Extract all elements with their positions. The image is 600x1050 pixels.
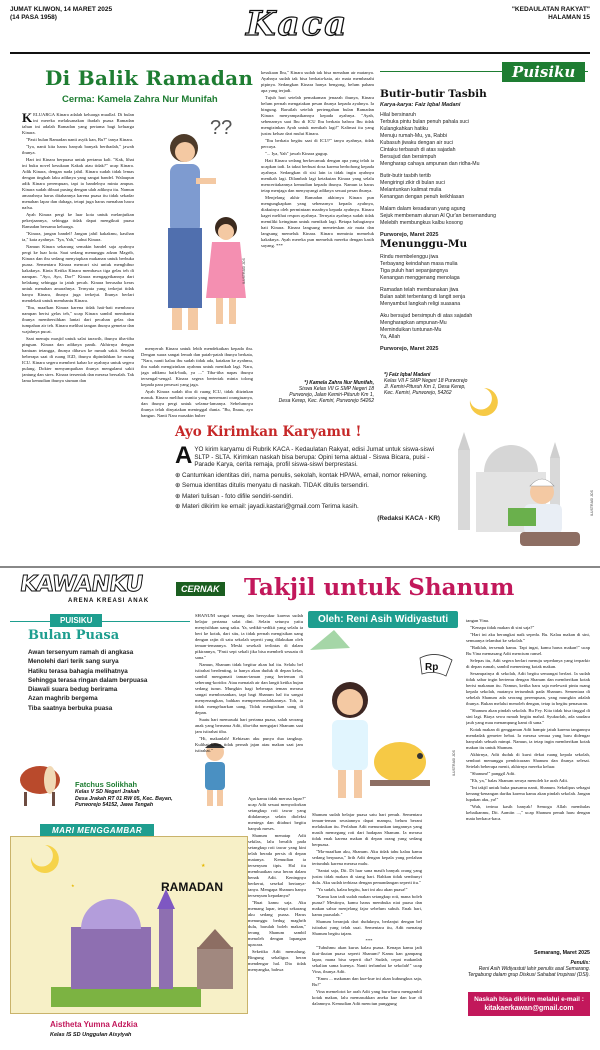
takjil-paragraph: "Kenapa tidak makan di sini saja?" — [470, 625, 535, 630]
signature-line: Siswa Kelas VII G SMP Negeri 18 — [298, 386, 374, 392]
takjil-paragraph: "Kamu kan tadi sudah makan setangkup roti, mana boleh puasa? Mestinya, kamu harus membuka niat puasa dan makan sahur menjelang fajar sebelum subuh. Enak hari, kamu puasalah." — [312, 894, 422, 917]
poem-line: Cintaku terbasuh di atas sajadah — [380, 147, 456, 153]
bullet-icon: ⊕ — [175, 482, 183, 489]
poem-line: Ya, Allah — [380, 334, 401, 340]
poem-line: Bersujud dan bersimpuh — [380, 154, 437, 160]
ramadan-paragraph: Saat menuju masjid untuk salat tarawih, ibunya tiba-tiba pingsan. Kinara dan adiknya panik. Akhirnya dengan bantuan tetangga, ibunya dibawa ke rumah sakit. Setelah beberapa saat di ruang IGD, ibunya dipindahkan ke ruang ICU. Kinara segera memberi kabar ke ayahnya untuk segera pulang. Dokter menyampaikan ibunya mengalami sakit jantung dan stres. Kinara tersentak dan merasa bersalah. Tak lama kemudian ibunya siuman dan — [22, 336, 134, 383]
kaca-logo: Kaca — [246, 4, 349, 44]
poem-line: Melebih membungkus kalbu kosong — [380, 220, 463, 226]
poem-line: Tiga puluh hari sepanjangnya — [380, 268, 448, 274]
takjil-paragraph: Shanum menatap Adit sekilas, lalu beralih pada setangkup roti tawar yang kini telah berada persis di depan matanya. Kemudian ia tersenyum tipis. Hal itu membuatkan rasa heran dalam benak Adit. Keningnya berkerut, sesekal bertanya-tanya. Mengapa Shanum hanya tersenyum kepadanya? — [248, 833, 306, 898]
mosque-boy-drawing — [450, 380, 598, 556]
bulan-puasa-author — [75, 780, 195, 809]
takjil-paragraph: *** — [365, 938, 373, 943]
ramadan-paragraph: Ayah Kinara sudah tiba di ruang ICU, tidak diizinkan masuk. Kinara melihat wanita yang menemani orangtuanya, dan ibunya pergi untuk selama-lamanya. Sebelumnya ibunya telah dinyatakan meninggal dunia. "Bu, Ibuuu, ayo bangun. Nanti Nara masakin buber — [141, 389, 253, 418]
signature-line: Desa Kerep, Kec. Kemiri, Purworejo 54262 — [278, 398, 374, 404]
poem-title: Menunggu-Mu — [380, 238, 468, 250]
email-box-label: Naskah bisa dikirim melalui e-mail : — [474, 996, 584, 1003]
takjil-paragraph: SHANUM sangat senang dan bersyukur karena sudah belajar pertama salat dini. Selain setunya yaitu menyisihkan uang saku. Ya, sedikit-sedikit yang selalu ia beri ke kotak, dari situ, ia tidak pernah mengisikan uang dengan rajin di satu sekolah seperti yang dilakukan oleh teman-temannya. Meski sesekali terlintas di dalam pikirannya, "Pasti sepi sekali jika bisa membeli sesuatu di sana." — [195, 613, 303, 660]
poem-stanza — [380, 313, 590, 341]
mari-menggambar-drawing — [10, 836, 248, 1014]
ramadan-paragraph: "Kinara, jangan bandel! Jangan jahil kakakmu, kasihan ia," kata ayahnya. "Iya, Yah," sahut Kinara. — [22, 231, 134, 242]
section-divider — [0, 566, 600, 568]
takjil-paragraph: Vina memelotot ke arah Adit yang buru-buru mengambil kotak makan, lalu memasukkan aneka kue dan kue di dalamnya. Kemudian Adit menciun punggung — [312, 989, 422, 1006]
bedug-drawing — [10, 760, 70, 808]
drawing-author-name: Aistheta Yumna Adzkia — [50, 1020, 138, 1029]
puisiku-tab: Puisiku — [502, 62, 585, 82]
bulan-puasa-author-info: Kelas V SD Negeri Jrakah Desa Jrakah RT 01 RW 05, Kec. Bayan, Purworejo 54152, Jawa Tengah — [75, 789, 173, 808]
poem-line: Tiba saatnya berbuka puasa — [28, 704, 113, 712]
poem-line: Terbuka pintu bulan penuh pahala suci — [380, 119, 469, 125]
signature-line: *) Kamela Zahra Nur Munifah, — [304, 380, 374, 386]
poem-line: Mengharapkan ampunan-Mu — [380, 320, 447, 326]
takjil-paragraph: Namun, Shanum tidak begitur akan hal itu. Selalu bel istirahat berdenting, ia hanya akan duduk di depan kelas, sambil mengamati taman-taman yang berteman di seberang-koridor. Atau menatah air dan langit ketika hujan sedang turun. Mungkin bagi beberapa teman merasa sangat membosankan, tapi bagi Shanum hal itu sangat menyenangkan, bahkan memperemaslahkannya. Toh, ia tidak mengeluarkan uang. Tidak mengisikan uang di depan. — [195, 662, 303, 715]
poem-line: Kenangan menggenang menolaga — [380, 275, 460, 281]
takjil-author-bar: Oleh: Reni Asih Widiyastuti — [308, 611, 458, 628]
ayo-title: Ayo Kirimkan Karyamu ! — [175, 424, 362, 440]
puisiku-top — [380, 60, 595, 360]
kawanku-subtitle: ARENA KREASI ANAK — [68, 598, 150, 604]
ayo-dropcap: A — [175, 442, 193, 469]
takjil-paragraph: "Ya sudah, kalau begitu, hari ini aku akan puasa!" — [316, 887, 408, 892]
email-box — [468, 992, 590, 1016]
ramadan-paragraph: "Pasti bulan Ramadan nanti asyik kan, Bu?" tanya Kinara. — [26, 137, 134, 142]
ramadan-column-1 — [22, 112, 134, 558]
header-paper-name: "KEDAULATAN RAKYAT" — [511, 6, 590, 13]
takjil-column-1 — [195, 613, 303, 793]
takjil-date: Semarang, Maret 2025 — [534, 950, 590, 956]
article-byline: Cerma: Kamela Zahra Nur Munifah — [62, 94, 218, 105]
poem-line: Malam dalam kesadaran yang agung — [380, 206, 466, 212]
ramadan-paragraph: "Ibu berkata begitu saat di ICU?" tanya ayahnya, tidak percaya. — [261, 138, 374, 149]
ayo-body — [175, 442, 440, 522]
takjil-paragraph: Suatu hari memasuki hari pertama puasa, salah seorang anak yang bernama Adit, tiba-tiba mengajari Shanum saat jam istirahat tiba. — [195, 717, 303, 734]
poem-line: Melantunkan kalimat mulia — [380, 187, 442, 193]
ramadan-paragraph: kesukaan Ibu," Kinara sudah tak bisa menahan air matanya. Ayahnya sudah tak bisa berkata-kata, air mata membasahi pipinya. Sedangkan Kinara hanya bengong, belum paham apa yang terjadi. — [261, 70, 374, 93]
takjil-paragraph: "Hari ini aku berangkat naik sepeda. Bu. Kalau makan di sini, semuanya telambat ke sekolah." — [466, 632, 590, 643]
header-paper — [512, 6, 590, 22]
ayo-closing: (Redaksi KACA - KR) — [377, 514, 440, 522]
svg-text:??: ?? — [210, 117, 233, 139]
bullet-icon: ⊕ — [175, 471, 183, 479]
takjil-paragraph: "Hi, makanlah! Kebiasan aku punya dua tangkup. Kulihat kamu tidak pernah jajan atau makan saat jam istirahat." — [195, 736, 303, 753]
signature-line: Jl. Kemiri-Pituruh Km 1, Desa Kerep, — [384, 384, 466, 390]
bulan-puasa-tab: PUISIKU — [50, 614, 102, 627]
takjil-paragraph: Akhirnya, Adit duduk di kursi dekat ruang kepala sekolah, sembari menunggu pembicaraan Shanum dan ibunya selesai. Setelah beberapa menit, akhirnya mereka keluar. — [466, 752, 590, 769]
poem-line: Terbayang keindahan masa mulia — [380, 261, 458, 267]
takjil-illustrator-credit: ILUSTRASI JOS — [452, 750, 456, 776]
ramadan-paragraph: Namun Kinara sekarang semakin bandel saja ayahnya pergi ke luar kota. Saat sedang menunggu adzan Magrib, Kinara dan ibu sedang menyiapkan makanan untuk berbuka puasa. Sementara Kinara mencari sisi untuk menghibur kakaknya. Kinta Ketika Kinara membawa tiga gelas teh di nampan. "Ayo, Ayo, Dor!" Kinara mengagetkannya dari belakang sehingga ia jatuh pecah. Kinara berusaha keras untuk menahan amarahnya. Ternyata yang terkejut tidak hanya Kinara, ibunya juga terkejut. Ibunya berlari mendekati untuk membantu Kinara. — [22, 244, 134, 303]
poem-line: Meminduikan tuntunan-Mu — [380, 327, 442, 333]
takjil-paragraph: Sesampainya di sekolah, Adit begitu semangat berlari. Ia sudah tidak sabar ingin bertemu dengan Shanum dan memberikan kotak berisi makanan itu. Namun, ketika baru saja melewati pintu ruang kepala sekolah, matanya tertumbuk pada Shanum. Sementara di sebelah Shanum ada seorang perempuan, yang mungkin adalah ibunya. Bukan melalui menoleh dengan, tetap ia begitu penasaran. — [466, 671, 590, 706]
rp-bubble-text: Rp — [425, 662, 439, 673]
poem-author: Karya-karya: Faiz Iqbal Madani — [380, 102, 461, 108]
mari-menggambar-bar: MARI MENGGAMBAR — [40, 824, 154, 837]
takjil-paragraph: "Baiklah, tersenah kamu. Tapi ingat, kamu harus makan!" ucap Bu Vina memasang Adit mencium ransel. — [466, 645, 590, 656]
poem-line: Rindu membelenggu jiwa — [380, 254, 439, 260]
svg-text:★: ★ — [201, 863, 206, 869]
poem-line: Mengiringi zikir di bulan suci — [380, 180, 445, 186]
header-date — [10, 6, 112, 22]
signature-line: Kec. Kemiri, Purworejo, 54262 — [384, 390, 452, 396]
header-edition: (14 PASA 1958) — [10, 14, 57, 21]
ramadan-paragraph: menyeruh Kinara untuk lebih mendekatkan kepada ibu. Dengan suara sangat lemah dan patah-patah ibunya berkata, "Nara, nanti kalau ibu sudah tidak ada, katakan ke ayahmu, ibu sudah mengizinkan ayahmu untuk menikah lagi. Nara, jaga adikmu baik-baik, ya ..." Tiba-tiba napas ibunya tersengal-sengal. Kinara segera berteriak minta tolong kepada para perawat yang jaga. — [141, 346, 253, 387]
mother-child-drawing — [140, 108, 252, 344]
bullet-icon: ⊕ — [175, 492, 183, 500]
ramadan-drawing — [11, 837, 247, 1013]
takjil-paragraph: Seketika Adit memalung. Bingung sekaligus heran mendengar hal. Dia tidak menyangka, bahwa — [248, 949, 306, 972]
ayo-bullet: ⊕ Semua identitas ditulis menyatu di naskah. TIDAK ditulis tersendiri. — [175, 482, 369, 489]
puisiku-illustration — [450, 380, 598, 556]
ramadan-paragraph: "... Iya, Yah" jawab Kinara gugup. — [265, 151, 329, 156]
poem-body — [380, 112, 590, 239]
poem-line: Awan tersenyum ramah di angkasa — [28, 649, 134, 656]
kawanku-logo: KAWANKU — [18, 572, 145, 597]
bulan-puasa-body — [28, 648, 193, 713]
ramadan-paragraph: "Iya, nanti kita harus banyak banyak beribadah," jawab ibunya. — [22, 144, 134, 155]
ramadan-paragraph: "Ibu, maafkan Kinara karena tidak hati-hati membawa nampan berisi gelas teh," ucap Kinara sambil membantu ibunya membersihkan lantai dari pecahan gelas dan tumpahan air teh. Kinara melihat tangan ibunya gemetar dan wajahnya pucat. — [22, 305, 134, 334]
takjil-paragraph: "Santai saja, Dit. Di luar sana masih banyak orang yang justru tidak makan di siang hari. Bahkan tidak sembunyi dulu. Aku sudah terbiasa dengan pemandangan seperti itu." — [312, 868, 422, 885]
takjil-paragraph: "Shanum!" panggil Adit. — [470, 771, 516, 776]
girl-piggybank-drawing — [310, 630, 460, 808]
takjil-profile — [466, 960, 590, 978]
poem-line: Hatiku terasa bahagia melihatnya — [28, 667, 128, 675]
ramadan-dropcap: K — [22, 112, 33, 125]
takjil-paragraph: Shanum sudah belajar puasa satu hari penuh. Sementara teman-teman seusiannya dapat mampu, belum berani melakukan itu. Perlahan Adit menurunkan tangannya yang masih memegang roti dari hadapan Shanum. Ia merasa tidak enak karena makan di depan orang yang sedang berpuasa. — [312, 812, 422, 847]
bulan-puasa-author-name: Fatchus Solikhah — [75, 780, 138, 789]
poem-date: Purworejo, Maret 2025 — [380, 346, 439, 352]
takjil-paragraph: "Buat kamu saja. Aku memang lapar, tetapi sekarang aku sedang puasa. Harus menunggu bedug maghrib dulu, barulah boleh makan," terang Shanum sambil menoleh dengan lapangan upacara. — [248, 900, 306, 947]
profile-title: Penulis: — [570, 960, 590, 966]
takjil-paragraph: "Ini takjil untuk buka puasamu nanti, Shanum. Sekalipus sebagai kenang-kenangan dariku karena kamu akan pindah sekolah. Jangan lupakan aku, ya!" — [466, 785, 590, 802]
poem-title: Butir-butir Tasbih — [380, 88, 487, 100]
signature-line: Purworejo, Jalan Kemiri-Pituruh Km 1, — [289, 392, 374, 398]
poem-date: Purworejo, Maret 2025 — [380, 232, 439, 238]
ramadan-paragraph: ELUARGA Kinara adalah keluarga muallaf. Di bulan ini mereka melaksanakan ibadah puasa Ramadan tahun ini adalah Ramadan yang pertama bagi keluarga Kinara. — [22, 112, 134, 135]
header-page: HALAMAN 15 — [548, 14, 590, 21]
ramadan-illustrator-credit: ILUSTRASI JOS — [242, 258, 246, 284]
poem-stanza — [380, 206, 590, 227]
ramadan-column-3 — [261, 70, 374, 372]
takjil-illustration — [310, 630, 460, 808]
bulan-puasa-title: Bulan Puasa — [28, 628, 120, 643]
ayo-intro — [175, 442, 440, 469]
ramadan-paragraph: Ayah Kinara pergi ke luar kota untuk melanjutkan pekerjaannya, sehingga tidak dapat mengikuti puasa Ramadan bersama keluarga. — [22, 212, 134, 229]
takjil-paragraph: "Tubuhmu akan kurus kalau puasa. Kenapa kamu jadi ikut-ikutan puasa seperti Shanum? Kamu kan gampang lapar, mana bisa seperti dia? Sudah, cepat makanlah sekalian sama kuenya. Nanti terlambat ke sekolah!" ucap Vina, ibunya Adit. — [312, 945, 422, 974]
takjil-paragraph: Apa kamu tidak merasa lapar?" ucap Adit sesuai menyodorkan setangkup roti tawar yang didalamnya selain dioleksi mentega dan ditaburi begitu banyak meses. — [248, 796, 306, 831]
takjil-column-3 — [312, 812, 422, 1038]
takjil-paragraph: Kotak makan di genggaman Adit hampir jatuh karena tangannya mendadak gemeter hebat. Ia merasa semua yang baru didengar hanyalah sebuah mimpi. Namun, ia tetap ingin memberikan kotak makan itu untuk Shanum. — [466, 727, 590, 750]
header-day-date: JUMAT KLIWON, 14 MARET 2025 — [10, 6, 113, 13]
ayo-bullet: ⊕ Cantumkan identitas diri, nama penulis, sekolah, kontak HP/WA, email, nomor rekening. — [175, 471, 428, 479]
poem-line: Menyambut langkah religi suasana — [380, 301, 461, 307]
email-box-address[interactable]: kitakaerkawan@gmail.com — [484, 1005, 574, 1012]
article-title: Di Balik Ramadan — [45, 66, 254, 90]
drawing-author-info: Kelas IS SD Unggulan Aisyiyah — [50, 1032, 132, 1038]
poem-stanza — [380, 287, 590, 308]
poem-stanza — [380, 254, 590, 282]
takjil-paragraph: "Emm ... makanan dan kue-kue ini akan kubungkus saja, Bu!" — [312, 976, 422, 987]
takjil-title: Takjil untuk Shanum — [244, 574, 515, 601]
poem-stanza — [380, 112, 590, 168]
header — [0, 0, 600, 56]
bullet-icon: ⊕ — [175, 503, 183, 510]
bedug-illustration — [10, 760, 70, 808]
ayo-bullet: ⊕ Materi tulisan - foto difile sendiri-sendiri. — [175, 492, 293, 500]
poem-stanza — [380, 173, 590, 201]
takjil-paragraph: "Shanum akan pindah sekolah. Bu Fey. Kita tidak bisa tinggal di sini lagi. Biaya sewa rumah begitu mahal. Syukurlah, ada saudara jauh yang mau menampung kami di sana." — [466, 708, 590, 725]
takjil-paragraph: tangan Vina. — [466, 618, 490, 623]
poem-line: Mengharap cahaya ampunan dan ridha-Mu — [380, 161, 480, 167]
takjil-column-4 — [466, 618, 590, 948]
poem-line: Sehingga terasa ringan dalam berpuasa — [28, 676, 148, 684]
poem-line: Menuju rumah-Mu, ya, Rabbi — [380, 133, 447, 139]
cernak-tag: CERNAK — [176, 582, 225, 596]
puisiku-illustrator-credit: ILUSTRASI JOS — [590, 490, 594, 516]
poem-line: Azan maghrib bergema — [28, 695, 98, 703]
poem-line: Menolehi dari terik sang surya — [28, 658, 119, 666]
bulan-puasa-box — [10, 614, 190, 772]
ramadan-paragraph: Hari ini Kinara berpuasa untuk pertama kali. "Kak, lihat ini buku novel kesukaan Kakak atau tidak?" ucap Kinara. Adik Kinara, dengan nada jahil. Kinara sudah tidak lemas dengan tingkah laku adiknya yang sangat bandel. Walaupun adik Kinara perempuan, tapi ia bandelnya minta ampun. Kinara sudah dibuat pusing dengan ulah adiknya itu. Namun amarahnya harus ditahannya karena puasa itu tidak sekadar menahan lapar dan dahaga, tetapi juga harus menahan hawa nafsu. — [22, 157, 134, 210]
poem-line: Diawali suara bedug berirama — [28, 686, 118, 694]
takjil-paragraph: "Wah, terima kasih banyak! Semoga Allah membalas kebaikanmu, Dit. Aamiin ...," ucap Shanum penuh haru dengan mata berkaca-kaca. — [466, 804, 590, 821]
ramadan-signature — [268, 380, 374, 404]
ayo-bullet: ⊕ Materi dikirim ke email: jayadi.kastari@gmail.com Terima kasih. — [175, 503, 359, 510]
ramadan-paragraph: Tujuh hari setelah pemakaman jenazah ibunya, Kinara belum pernah mengatakan pesan ibunya kepada ayahnya. Ia bingung. Baruilah setelah pertengahan bulan Ramadan Kinara menyampaikannya kepada ayahnya. "Ayah, sebenarnya saat Ibu di ICU Ibu berkata bahwa Ibu tidak mengizinkan Ayah untuk menikah lagi!" Kalimat itu yang justru keluar dari mulut Kinara. — [261, 95, 374, 136]
poem-line: Kulangkahkan hatiku — [380, 126, 429, 132]
poem-line: Bulan sabit terbentang di langit senja — [380, 294, 466, 300]
takjil-paragraph: "Ma-maafkan aku, Shanum. Aku tidak tahu kalau kamu sedang berpuasa," lirih Adit dengan kepala yang perlahan tertunduk karena merasa malu. — [312, 849, 422, 866]
poem-line: Ramadan telah membanakan jiwa — [380, 287, 459, 293]
takjil-paragraph: "Eh, ya," balas Shanum seraya menoleh ke arah Adit. — [470, 778, 569, 783]
poem-line: Aku bersujud bersimpuh di atas sajadah — [380, 313, 473, 319]
drawing-ramadan-text: RAMADAN — [161, 880, 223, 894]
ramadan-paragraph: Menjelang akhir Ramadan akhirnya Kinara pun mengungkapkan yang sebenarnya kepada ayahnya, diakuinya oleh permintaan maafnya kepada ayahnya. Kinara kaget melihat respon ayahnya. Ternyata ayahnya sudah tidak memiliki keinginan untuk menikah lagi. Betapa bahagianya hati Kinara. Kinara langsung meneteskan air mata dan langsung memeluk Kinara. Kinara meminta memeluk kakaknya. Ayah mereka pun memeluk mereka dengan kasih sayang. *** — [261, 195, 374, 248]
header-rule — [10, 52, 590, 54]
poem-body — [380, 254, 590, 353]
ramadan-illustration — [140, 108, 252, 344]
ayo-intro-text: YO kirim karyamu di Rubrik KACA - Kedaulatan Rakyat, edisi Jumat untuk siswa-siswi SLTP - SLTA. Kirimkan naskah bisa berupa: Opini tema aktual - Siswa Bicara, puisi - Parade Karya, cerita remaja, profil siswa-siswi berprestasi. — [194, 446, 435, 468]
poem-line: Hilal bersinaruh — [380, 112, 417, 118]
profile-text: Reni Asih Widiyastuti lahir penulis asal Semarang. Tergabung dalam grup Diskusi Sahabat Inspirasi (DSI). — [467, 966, 590, 978]
takjil-paragraph: Selepas itu, Adit segera berlari menuju sepedanya yang terparkir di depan rumah, sambil menenteng kotak makan. — [466, 658, 590, 669]
ramadan-paragraph: Hati Kinara sedang berkecamuk dengan apa yang telah ia ucapkan tadi. Ia takut berbuat dosa karena berbohong kepada ayahnya. Sedangkan di sisi lain ia tidak ingin ayahnya menikah lagi. Dilambah lagi ketakutan Kinara yang selalu menceritakannya kemudian kepada ibunya. Namun ia harus tetap menjaga dan menyayangi adiknya sesuai pesan ibunya. — [261, 158, 374, 193]
signature-line: Kelas VII F SMP Negeri 18 Purworejo — [384, 378, 468, 384]
poem-line: Sejuk membenam alunan Al Qur'an bersenandung — [380, 213, 497, 219]
poem-line: Kenangan dengan penuh keikhlasan — [380, 194, 465, 200]
poem-line: Butir-butir tasbih tertib — [380, 173, 431, 179]
takjil-column-2 — [248, 796, 306, 1036]
signature-line: *) Faiz Iqbal Madani — [384, 372, 431, 378]
svg-text:★: ★ — [71, 883, 75, 888]
poem-line: Kubasuh jiwaku dengan air suci — [380, 140, 453, 146]
takjil-paragraph: Shanum beranjak dari duduknya, berlanjut dengan bel istirahat yang telah usai. Sementara itu, Adit menatap Shanum begitu tajam. — [312, 919, 422, 936]
